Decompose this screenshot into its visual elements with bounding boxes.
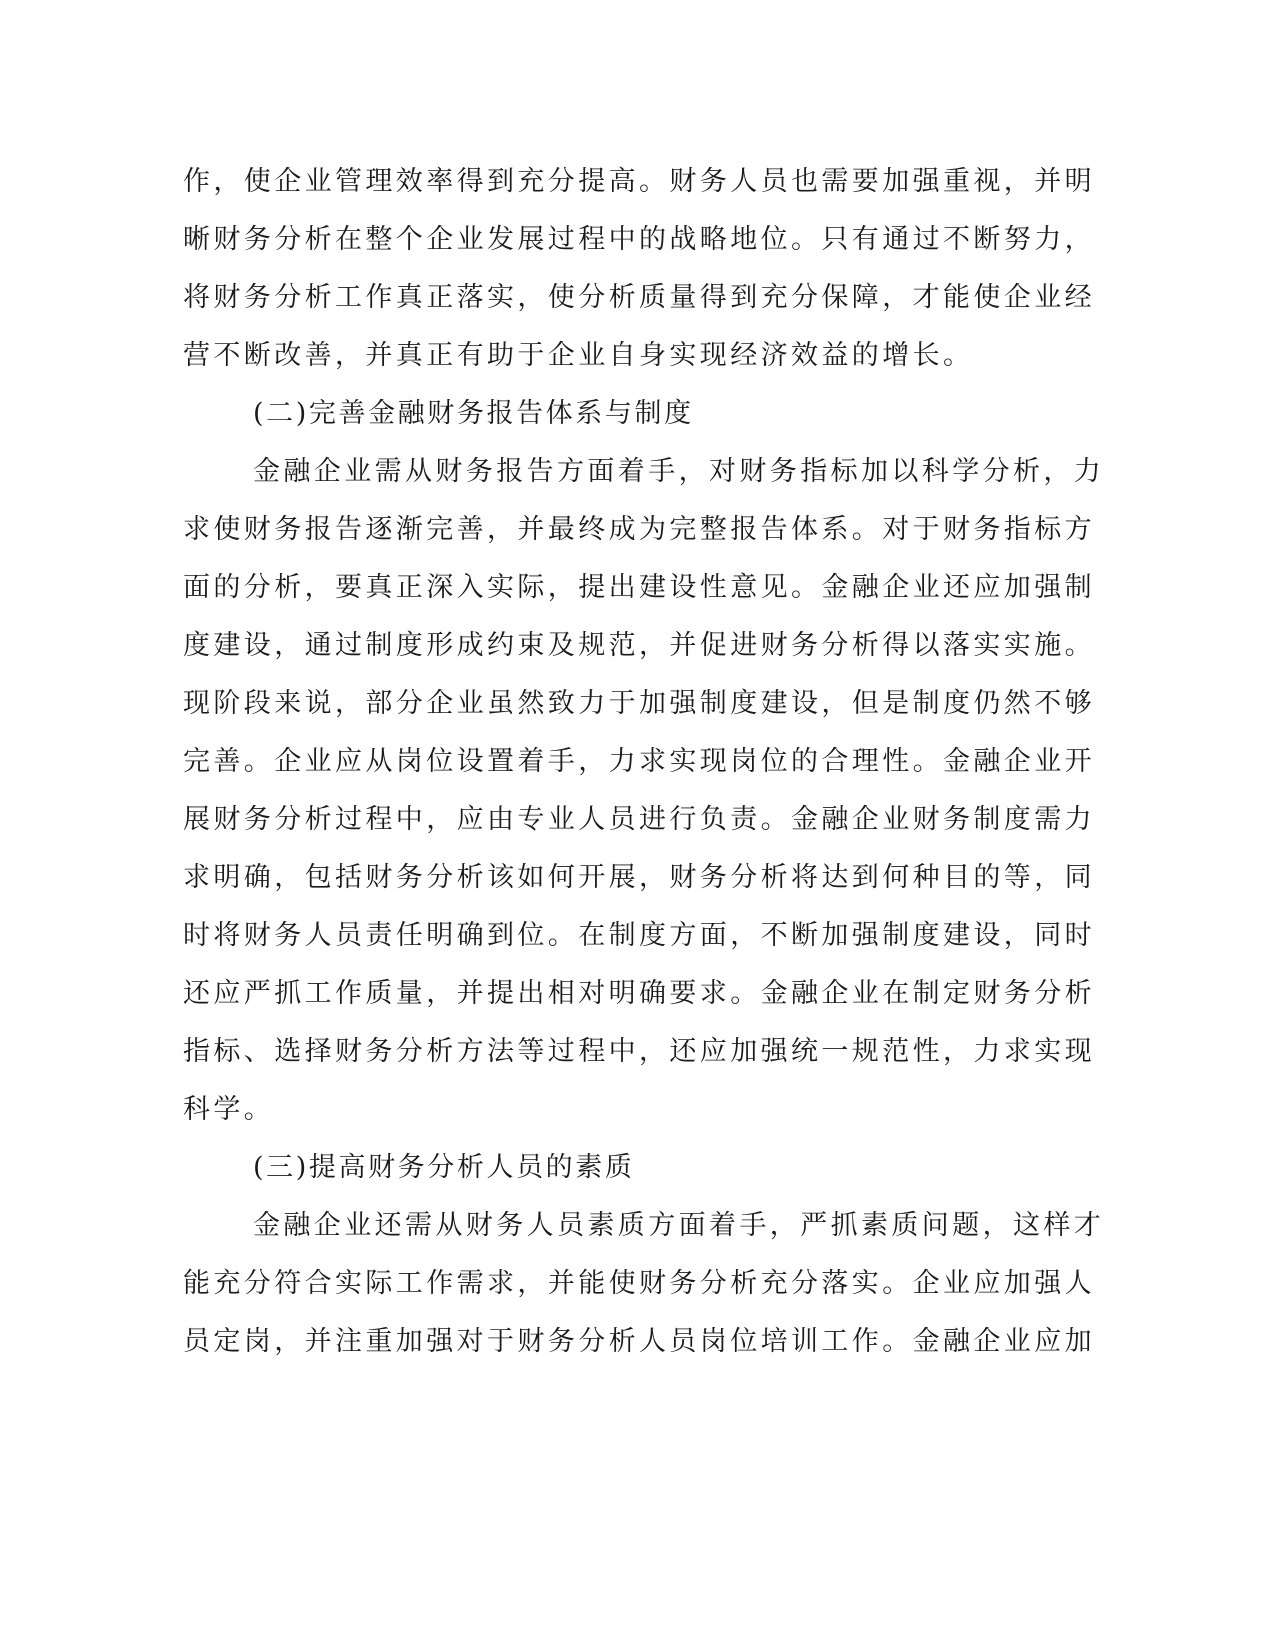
text-line: 展财务分析过程中，应由专业人员进行负责。金融企业财务制度需力 xyxy=(183,804,1095,835)
text-line: 完善。企业应从岗位设置着手，力求实现岗位的合理性。金融企业开 xyxy=(183,746,1095,777)
text-line: 能充分符合实际工作需求，并能使财务分析充分落实。企业应加强人 xyxy=(183,1268,1095,1299)
text-line: 将财务分析工作真正落实，使分析质量得到充分保障，才能使企业经 xyxy=(183,282,1095,313)
text-line: 指标、选择财务分析方法等过程中，还应加强统一规范性，力求实现 xyxy=(183,1036,1095,1067)
text-line: 求使财务报告逐渐完善，并最终成为完整报告体系。对于财务指标方 xyxy=(183,514,1095,545)
paragraph-continuation xyxy=(183,153,1095,385)
text-line: 度建设，通过制度形成约束及规范，并促进财务分析得以落实实施。 xyxy=(183,630,1095,661)
section-heading-3: (三)提高财务分析人员的素质 xyxy=(253,1152,635,1183)
text-line: 面的分析，要真正深入实际，提出建设性意见。金融企业还应加强制 xyxy=(183,572,1095,603)
text-line: 金融企业需从财务报告方面着手，对财务指标加以科学分析，力 xyxy=(253,456,1105,487)
text-line: 营不断改善，并真正有助于企业自身实现经济效益的增长。 xyxy=(183,340,974,371)
paragraph-section-2 xyxy=(183,443,1105,1139)
paragraph-section-3 xyxy=(183,1197,1105,1371)
document-page xyxy=(183,153,1105,1371)
text-line: 现阶段来说，部分企业虽然致力于加强制度建设，但是制度仍然不够 xyxy=(183,688,1095,719)
text-line: 晰财务分析在整个企业发展过程中的战略地位。只有通过不断努力， xyxy=(183,224,1095,255)
text-line: 时将财务人员责任明确到位。在制度方面，不断加强制度建设，同时 xyxy=(183,920,1095,951)
text-line: 科学。 xyxy=(183,1094,275,1125)
text-line: 金融企业还需从财务人员素质方面着手，严抓素质问题，这样才 xyxy=(253,1210,1105,1241)
section-heading-2: (二)完善金融财务报告体系与制度 xyxy=(253,398,694,429)
text-line: 作，使企业管理效率得到充分提高。财务人员也需要加强重视，并明 xyxy=(183,166,1095,197)
text-line: 还应严抓工作质量，并提出相对明确要求。金融企业在制定财务分析 xyxy=(183,978,1095,1009)
text-line: 求明确，包括财务分析该如何开展，财务分析将达到何种目的等，同 xyxy=(183,862,1095,893)
text-line: 员定岗，并注重加强对于财务分析人员岗位培训工作。金融企业应加 xyxy=(183,1326,1095,1357)
